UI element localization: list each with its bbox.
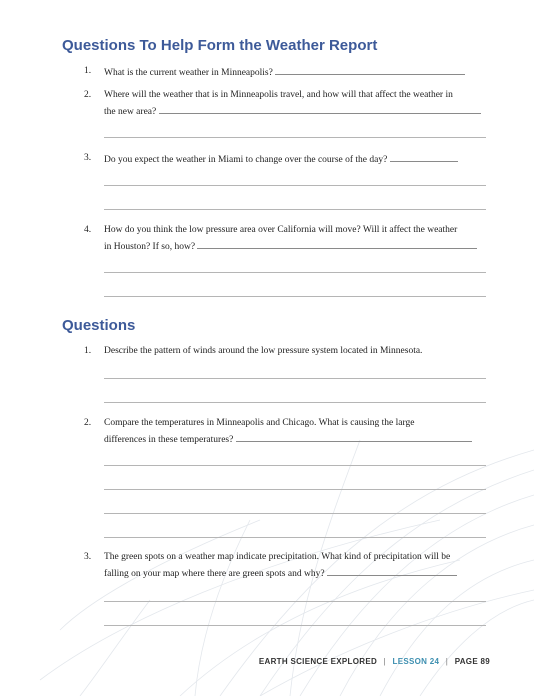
- lesson-label: LESSON 24: [392, 657, 440, 666]
- question-2-weather-report: [84, 88, 490, 120]
- question-3-questions: [84, 550, 490, 582]
- answer-line[interactable]: [104, 296, 486, 297]
- answer-line[interactable]: [104, 402, 486, 403]
- question-text: What is the current weather in Minneapolis?: [104, 68, 273, 78]
- question-text-continued: differences in these temperatures?: [104, 435, 234, 445]
- question-number: 3.: [84, 552, 92, 562]
- question-number: 1.: [84, 346, 92, 356]
- question-text: Compare the temperatures in Minneapolis and Chicago. What is causing the large: [104, 418, 415, 428]
- question-number: 3.: [84, 153, 92, 163]
- question-3-weather-report: [84, 151, 490, 167]
- answer-blank[interactable]: [275, 64, 465, 75]
- question-text-continued: the new area?: [104, 107, 157, 117]
- answer-line[interactable]: [104, 272, 486, 273]
- answer-blank[interactable]: [236, 431, 472, 442]
- footer-separator: |: [383, 657, 386, 666]
- section-heading-questions: Questions: [62, 317, 136, 334]
- answer-line[interactable]: [104, 378, 486, 379]
- answer-line[interactable]: [104, 465, 486, 466]
- answer-line[interactable]: [104, 209, 486, 210]
- answer-line[interactable]: [104, 537, 486, 538]
- book-title: EARTH SCIENCE EXPLORED: [258, 657, 378, 666]
- question-text: Do you expect the weather in Miami to change over the course of the day?: [104, 155, 388, 165]
- question-text: Where will the weather that is in Minneapolis travel, and how will that affect the weather in: [104, 90, 453, 100]
- question-4-weather-report: [84, 223, 490, 255]
- footer-separator: |: [445, 657, 449, 666]
- question-1-weather-report: [84, 64, 490, 80]
- question-number: 4.: [84, 225, 92, 235]
- question-1-questions: [84, 344, 490, 360]
- answer-blank[interactable]: [390, 151, 458, 162]
- page-number: PAGE 89: [454, 657, 490, 666]
- section-heading-weather-report: Questions To Help Form the Weather Report: [62, 37, 378, 54]
- answer-line[interactable]: [104, 601, 486, 602]
- answer-blank[interactable]: [159, 103, 481, 114]
- answer-blank[interactable]: [327, 565, 457, 576]
- question-number: 2.: [84, 90, 92, 100]
- answer-line[interactable]: [104, 489, 486, 490]
- page-footer: [259, 657, 490, 666]
- answer-blank[interactable]: [197, 238, 477, 249]
- answer-line[interactable]: [104, 137, 486, 138]
- question-number: 1.: [84, 66, 92, 76]
- question-text: How do you think the low pressure area over California will move? Will it affect the weather: [104, 225, 458, 235]
- question-2-questions: [84, 416, 490, 448]
- answer-line[interactable]: [104, 185, 486, 186]
- question-text: The green spots on a weather map indicate precipitation. What kind of precipitation will be: [104, 552, 451, 562]
- answer-line[interactable]: [104, 625, 486, 626]
- question-text-continued: in Houston? If so, how?: [104, 242, 196, 252]
- question-number: 2.: [84, 418, 92, 428]
- question-text-continued: falling on your map where there are green spots and why?: [104, 569, 325, 579]
- question-text: Describe the pattern of winds around the low pressure system located in Minnesota.: [104, 346, 423, 356]
- answer-line[interactable]: [104, 513, 486, 514]
